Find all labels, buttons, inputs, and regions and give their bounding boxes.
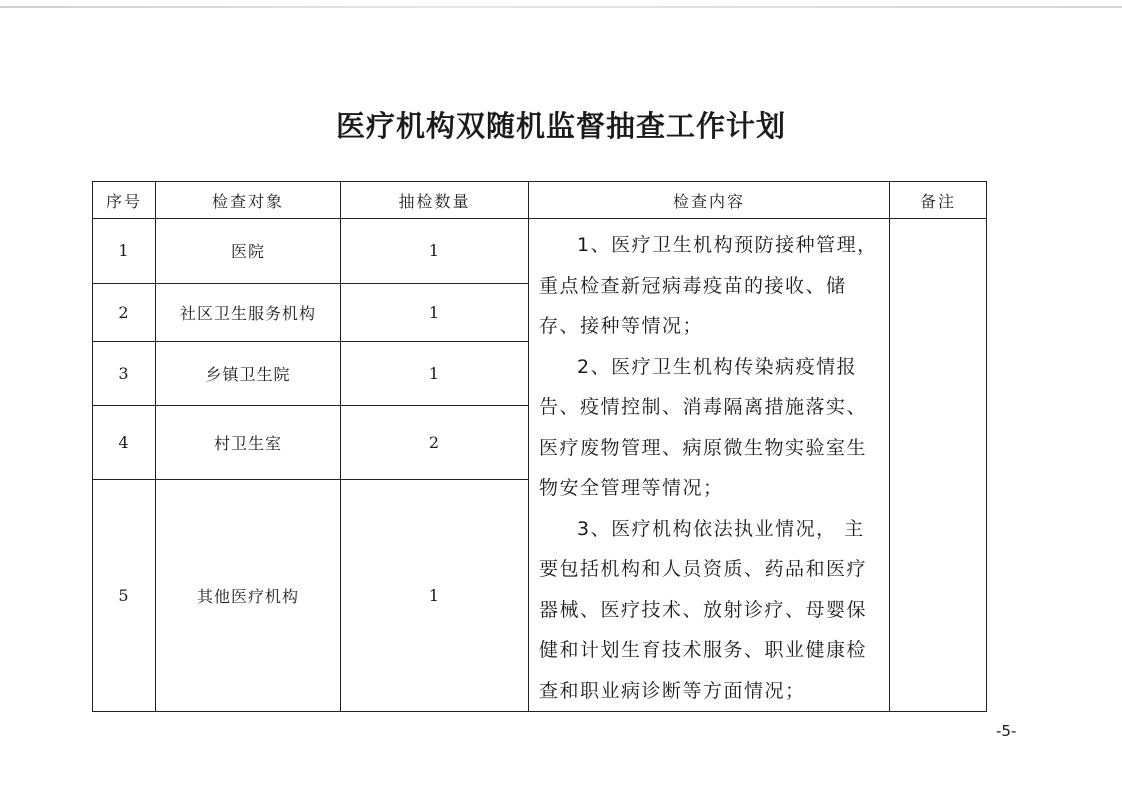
header-content: 检查内容 [529,182,890,219]
row-target: 村卫生室 [156,405,341,479]
inspection-plan-table [92,181,987,712]
content-paragraph: 2、医疗卫生机构传染病疫情报告、疫情控制、消毒隔离措施落实、医疗废物管理、病原微生物实验室生物安全管理等情况； [539,355,868,499]
row-index: 3 [93,341,156,405]
row-count: 1 [341,283,529,341]
content-paragraph: 1、医疗卫生机构预防接种管理，重点检查新冠病毒疫苗的接收、储存、接种等情况； [539,234,878,337]
remarks-cell [890,219,987,712]
row-index: 5 [93,479,156,711]
header-index: 序号 [93,182,156,219]
row-target: 其他医疗机构 [156,479,341,711]
table-row [93,219,987,284]
header-target: 检查对象 [156,182,341,219]
row-target: 医院 [156,219,341,284]
row-index: 1 [93,219,156,284]
row-count: 1 [341,341,529,405]
scan-top-edge [0,6,1122,8]
row-target: 社区卫生服务机构 [156,283,341,341]
table-header-row [93,182,987,219]
document-title: 医疗机构双随机监督抽查工作计划 [335,109,786,143]
row-count: 1 [341,219,529,284]
row-index: 4 [93,405,156,479]
header-remarks: 备注 [890,182,987,219]
row-count: 1 [341,479,529,711]
header-count: 抽检数量 [341,182,529,219]
inspection-content-cell [529,219,890,712]
page-number: -5- [996,722,1017,740]
row-index: 2 [93,283,156,341]
row-target: 乡镇卫生院 [156,341,341,405]
content-paragraph: 3、医疗机构依法执业情况， 主要包括机构和人员资质、药品和医疗器械、医疗技术、放射诊疗、母婴保健和计划生育技术服务、职业健康检查和职业病诊断等方面情况； [539,517,868,702]
row-count: 2 [341,405,529,479]
